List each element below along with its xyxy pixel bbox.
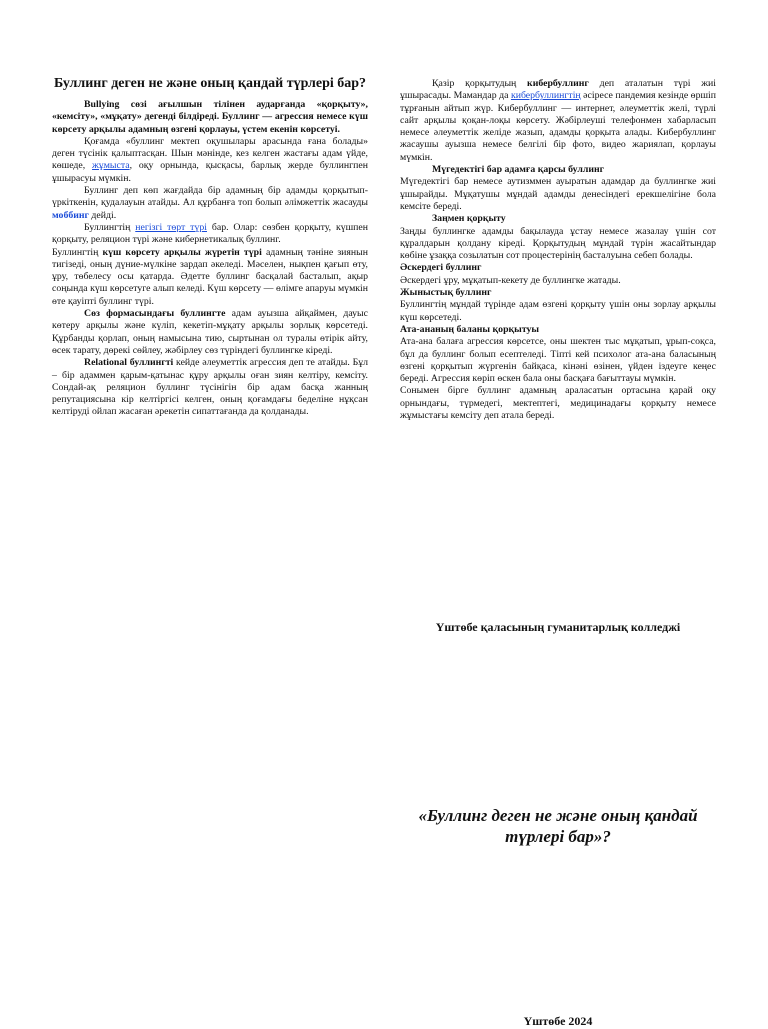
- p4-bold: күш көрсету арқылы жүретін түрі: [102, 246, 262, 258]
- article-title: Буллинг деген не және оның қандай түрлері бар?: [53, 76, 367, 91]
- text-disability: Мүгедектігі бар немесе аутизммен ауыратын адамдар да буллингке жиі ұшырайды. Мұқатушы мұндай адамды денесіндегі ерекшелігіне бола кемсіте береді.: [400, 176, 716, 212]
- link-cyberbullying[interactable]: кибербуллингтің: [510, 90, 581, 102]
- cover-year: Үштөбе 2024: [523, 1014, 593, 1028]
- text-legal: Заңды буллингке адамды бақылауда ұстау немесе жазалау үшін сот құралдарын қолдану кіреді. Қорқытудың мұндай түрін жасайтындар көбіне ұзаққа созылатын сот процестерінің басталуына себеп болады.: [400, 225, 716, 262]
- r-p1-start: Қазір қорқытудың: [432, 78, 528, 89]
- p5-end: адам ауызша айқаймен, дауыс көтеру арқылы және күліп, кекетіп-мұқату арқылы зорлық көрсетеді. Құрбанды қорлап, оның намысына тию, сыртынан ол туралы өтірік айту, өсек тарату, дөрекі сөйлеу, жәбірлеу сөз түріндегі буллингке кіреді.: [52, 308, 368, 356]
- cover-title: «Буллинг деген не және оның қандай түрлері бар»?: [418, 806, 698, 846]
- mobbing-term: моббинг: [52, 209, 89, 221]
- paragraph-mobbing: [52, 185, 368, 222]
- paragraph-relational: [52, 357, 368, 418]
- p5-bold: Сөз формасындағы буллингте: [84, 308, 226, 320]
- p3-end: бар. Олар: сөзбен қорқыту, күшпен қорқыту, реляцион түрі және кибернетикалық буллинг.: [52, 221, 369, 246]
- p4-start: Буллингтің: [52, 246, 103, 258]
- paragraph-verbal: [52, 308, 368, 357]
- p2-end: дейді.: [88, 209, 117, 221]
- text-parents: Ата-ана балаға агрессия көрсетсе, оны шектен тыс мұқатып, ұрып-соқса, бұл да буллинг болып есептеледі. Тіпті кей психолог ата-ана баласының өзгені қорқытып жүргенін байқаса, кінәні өзінен, үйден іздеуге кеңес береді. Агрессия көріп өскен бала оны басқаға бағыттауы мүмкін.: [400, 336, 716, 385]
- p1-text-end: , оқу орнында, қысқасы, барлық жерде буллингпен ұшырасуы мүмкін.: [52, 160, 368, 184]
- right-column: [400, 78, 716, 422]
- heading-military: Әскердегі буллинг: [400, 262, 482, 274]
- heading-parents: Ата-ананың баланы қорқытуы: [400, 323, 540, 335]
- text-other-settings: Сонымен бірге буллинг адамның араласатын ортасына қарай оқу орнындағы, түрмедегі, мектептегі, медицинадағы қорқыту немесе жұмыстағы кемсіту деп атала береді.: [400, 385, 716, 422]
- text-sexual: Буллингтің мұндай түрінде адам өзгені қорқыту үшін оны зорлау арқылы күш көрсетеді.: [400, 299, 716, 323]
- r-p1-mid: деп аталатын түрі жиі ұшырасады. Мамандар да: [400, 78, 716, 102]
- college-name: Үштөбе қаласының гуманитарлық колледжі: [435, 620, 681, 634]
- intro-paragraph: [52, 99, 368, 136]
- paragraph-cyberbullying: [400, 78, 716, 164]
- paragraph-physical: [52, 247, 368, 308]
- p4-end: адамның тәніне зиянын тигізеді, оның дүние-мүлкіне зардап әкеледі. Мәселен, нықпен қағып өту, ұру, төбелесу осы қатарда. Әдетте буллинг басқалай басталып, ақыр соңында күш көрсетуге алып келеді. Күш көрсету — өлімге апаруы мүмкін өте қауіпті буллинг түрі.: [52, 246, 369, 307]
- r-p1-bold: кибербуллинг: [527, 78, 589, 89]
- link-four-types[interactable]: негізгі төрт түрі: [135, 221, 207, 233]
- p6-end: кейде әлеуметтік агрессия деп те атайды. Бұл – бір адаммен қарым-қатынас құру арқылы оған зиян келтіру, кемсіту. Сондай-ақ реляцион буллинг түсінігін бір адам басқа жанның репутациясына кір келтіргісі келген, оның қоғамдағы беделіне нұқсан келтіруді ойлап жасаған әрекетін сипаттағанда да қолданады.: [52, 357, 369, 418]
- r-p1-end: әсіресе пандемия кезінде өршіп тұрғанын айтып жүр. Кибербуллинг — интернет, әлеуметтік желі, түрлі сайт арқылы қоқан-лоқы көрсету. Жәбірлеуші телефонмен хабарласып немесе әлеуметтік желіде жазып, адамды қорқыта алады. Кибербуллинг жасаушы ауызша немесе белгілі бір фото, видео жариялап, қорлауы мүмкін.: [400, 90, 716, 163]
- heading-legal: Заңмен қорқыту: [432, 213, 506, 225]
- paragraph-four-types: [52, 222, 368, 247]
- heading-sexual: Жыныстық буллинг: [400, 287, 492, 299]
- text-military: Әскердегі ұру, мұқатып-кекету де буллингке жатады.: [400, 274, 621, 286]
- heading-disability: Мүгедектігі бар адамға қарсы буллинг: [432, 164, 605, 176]
- p3-start: Буллингтің: [84, 221, 136, 233]
- left-column: [52, 76, 368, 419]
- p6-bold: Relational буллингті: [84, 357, 174, 369]
- intro-bold-text: Bullying сөзі ағылшын тілінен аударғанда «қорқыту», «кемсіту», «мұқату» дегенді білдіреді. Буллинг — агрессия немесе күш көрсету арқылы адамның өзгені қорлауы, үстем екенін көрсетуі.: [52, 99, 368, 135]
- p1-text: Қоғамда «буллинг мектеп оқушылары арасында ғана болады» деген түсінік қалыптасқан. Шын мәнінде, кез келген жастағы адам үйде, көшеде,: [52, 135, 368, 172]
- paragraph-society: [52, 136, 368, 185]
- p2-text: Буллинг деп көп жағдайда бір адамның бір адамды қорқытып-үркіткенін, қудалауын атайды. Ал құрбанға топ болып әлімжеттік жасауды: [52, 185, 368, 209]
- link-work[interactable]: жұмыста: [92, 160, 130, 172]
